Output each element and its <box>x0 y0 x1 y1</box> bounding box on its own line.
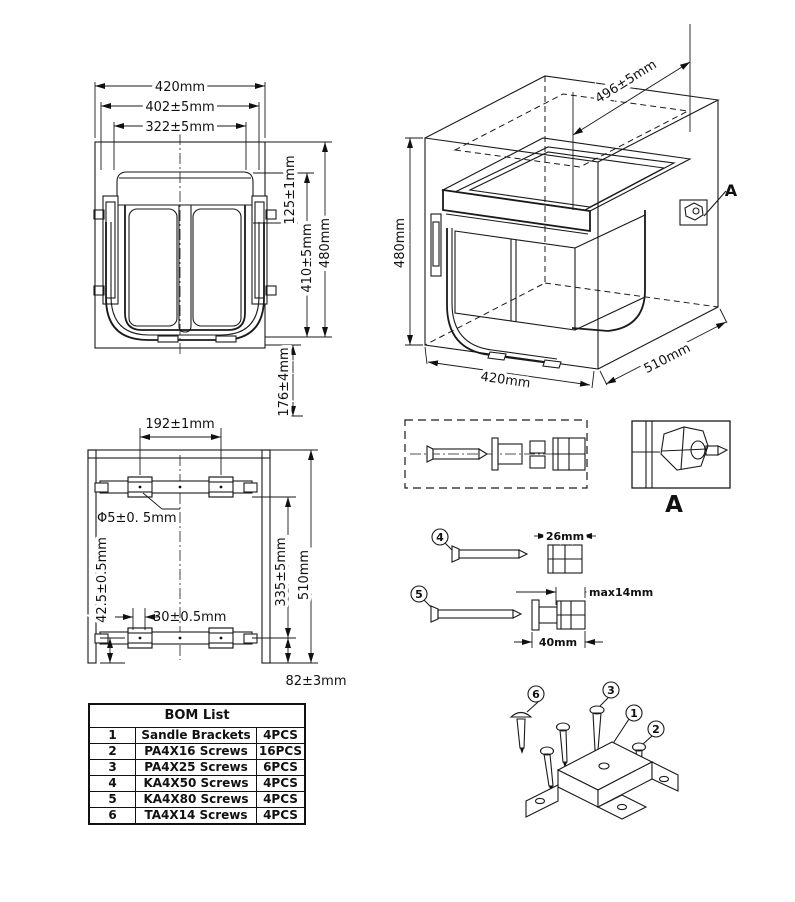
bom-index: 2 <box>89 744 136 760</box>
bom-table <box>88 703 306 825</box>
top-view <box>88 417 347 689</box>
screw-4-figure <box>432 529 596 573</box>
iso-dim-width: 420mm <box>479 369 532 392</box>
table-row <box>89 760 305 776</box>
top-dim-bracket-offset: 30±0.5mm <box>153 610 227 625</box>
top-dim-edge-offset: 42.5±0.5mm <box>95 537 110 623</box>
front-dim-below: 176±4mm <box>277 347 292 417</box>
detail-a-label: A <box>665 492 683 518</box>
iso-dim-depth-top: 496±5mm <box>592 57 660 107</box>
iso-dim-depth: 510mm <box>641 340 694 377</box>
bom-index: 6 <box>89 808 136 825</box>
screw-5-figure <box>411 586 653 649</box>
top-dim-hole-dia: Φ5±0. 5mm <box>97 511 177 526</box>
front-view <box>94 80 333 417</box>
front-dim-bin-height: 410±5mm <box>300 223 315 293</box>
assembly-callout-2: 2 <box>652 723 660 736</box>
assembly-diagram <box>511 682 678 819</box>
screw4-cap-dim: 26mm <box>545 530 585 543</box>
hardware-kit <box>405 420 587 488</box>
assembly-callout-1: 1 <box>630 707 638 720</box>
top-dim-rail-span: 335±5mm <box>274 537 289 607</box>
screw4-number: 4 <box>436 531 444 544</box>
bom-part: KA4X80 Screws <box>136 792 257 808</box>
front-dim-total-height: 480mm <box>318 217 333 269</box>
top-dim-depth: 510mm <box>297 549 312 601</box>
bom-qty: 4PCS <box>257 808 306 825</box>
iso-dim-height: 480mm <box>393 217 408 269</box>
top-rail <box>95 477 257 497</box>
screw5-length-dim: 40mm <box>538 636 578 649</box>
bom-index: 1 <box>89 728 136 744</box>
iso-detail-a-label: A <box>724 181 738 200</box>
front-dim-width-outer: 420mm <box>154 80 206 95</box>
screw5-max-dim: max14mm <box>589 586 654 599</box>
front-dim-width-inner: 322±5mm <box>145 120 215 135</box>
bom-title: BOM List <box>89 704 305 728</box>
bom-part: Sandle Brackets <box>136 728 257 744</box>
bom-part: TA4X14 Screws <box>136 808 257 825</box>
bom-part: KA4X50 Screws <box>136 776 257 792</box>
bom-qty: 4PCS <box>257 776 306 792</box>
table-row <box>89 776 305 792</box>
bom-part: PA4X25 Screws <box>136 760 257 776</box>
bom-qty: 6PCS <box>257 760 306 776</box>
bom-qty: 16PCS <box>257 744 306 760</box>
detail-a <box>632 421 730 518</box>
screw5-number: 5 <box>415 588 423 601</box>
bom-index: 5 <box>89 792 136 808</box>
bom-index: 4 <box>89 776 136 792</box>
bom-qty: 4PCS <box>257 728 306 744</box>
front-dim-lid-height: 125±1mm <box>283 155 298 225</box>
bom-index: 3 <box>89 760 136 776</box>
bom-qty: 4PCS <box>257 792 306 808</box>
bom-part: PA4X16 Screws <box>136 744 257 760</box>
assembly-callout-3: 3 <box>607 684 615 697</box>
front-dim-width-mid: 402±5mm <box>145 100 215 115</box>
table-row <box>89 808 305 825</box>
iso-view <box>393 24 738 391</box>
assembly-callout-6: 6 <box>532 688 540 701</box>
table-row <box>89 792 305 808</box>
table-row <box>89 728 305 744</box>
top-dim-front-offset: 82±3mm <box>285 674 347 689</box>
table-row <box>89 744 305 760</box>
top-dim-bracket-span: 192±1mm <box>145 417 215 432</box>
